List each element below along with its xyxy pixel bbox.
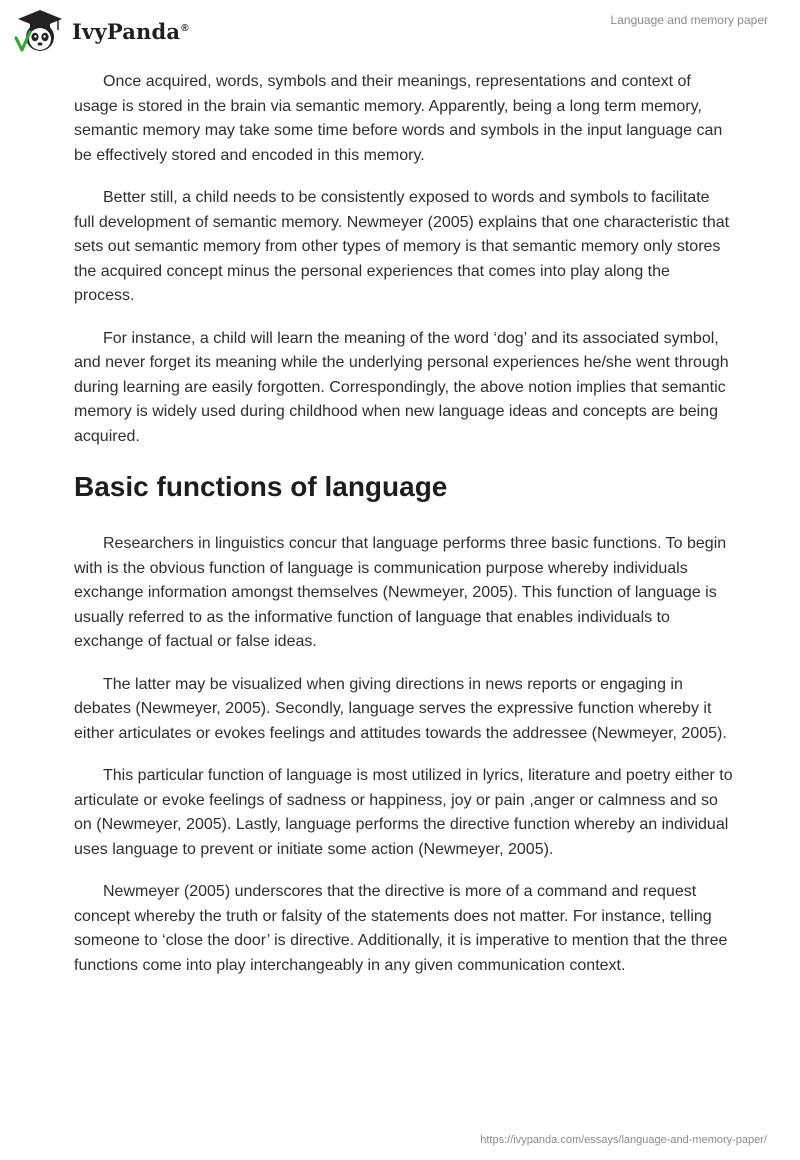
registered-mark: ® bbox=[181, 22, 189, 34]
paragraph: The latter may be visualized when giving directions in news reports or engaging in debates (Newmeyer, 2005). Secondly, language serves the expressive function whereby it either articulates or evokes feelings and attitudes towards the addressee (Newmeyer, 2005). bbox=[74, 675, 727, 742]
page-header bbox=[0, 0, 800, 60]
section-heading: Basic functions of language bbox=[74, 471, 448, 502]
source-url[interactable]: https://ivypanda.com/essays/language-and-memory-paper/ bbox=[480, 1134, 767, 1146]
logo-wordmark bbox=[72, 19, 189, 44]
paragraph: For instance, a child will learn the meaning of the word ‘dog’ and its associated symbol, and never forget its meaning while the underlying personal experiences he/she went through during learning are easily forgotten. Correspondingly, the above notion implies that semantic memory is widely used during childhood when new language ideas and concepts are being acquired. bbox=[74, 329, 729, 445]
panda-graduate-icon bbox=[14, 8, 66, 54]
paragraph: Newmeyer (2005) underscores that the directive is more of a command and request concept whereby the truth or falsity of the statements does not matter. For instance, telling someone to ‘close the door’ is directive. Additionally, it is imperative to mention that the three functions come into play interchangeably in any given communication context. bbox=[74, 883, 728, 974]
ivypanda-logo[interactable] bbox=[14, 8, 189, 54]
paragraph: Researchers in linguistics concur that language performs three basic functions. To begin with is the obvious function of language is communication purpose whereby individuals exchange information amongst themselves (Newmeyer, 2005). This function of language is usually referred to as the informative function of language that enables individuals to exchange of factual or false ideas. bbox=[74, 535, 727, 650]
paragraph: Once acquired, words, symbols and their meanings, representations and context of usage is stored in the brain via semantic memory. Apparently, being a long term memory, semantic memory may take some time before words and symbols in the input language can be effectively stored and encoded in this memory. bbox=[74, 73, 723, 164]
logo-text: IvyPanda bbox=[72, 18, 181, 44]
document-title: Language and memory paper bbox=[610, 13, 768, 27]
paragraph: Better still, a child needs to be consistently exposed to words and symbols to facilitate full development of semantic memory. Newmeyer (2005) explains that one characteristic that sets out semantic memory from other types of memory is that semantic memory only stores the acquired concept minus the personal experiences that comes into play along the process. bbox=[74, 189, 730, 304]
paragraph: This particular function of language is most utilized in lyrics, literature and poetry either to articulate or evoke feelings of sadness or happiness, joy or pain ,anger or calmness and so on (Newmeyer, 2005). Lastly, language performs the directive function whereby an individual uses language to prevent or initiate some action (Newmeyer, 2005). bbox=[74, 767, 733, 858]
essay-body bbox=[74, 70, 734, 996]
